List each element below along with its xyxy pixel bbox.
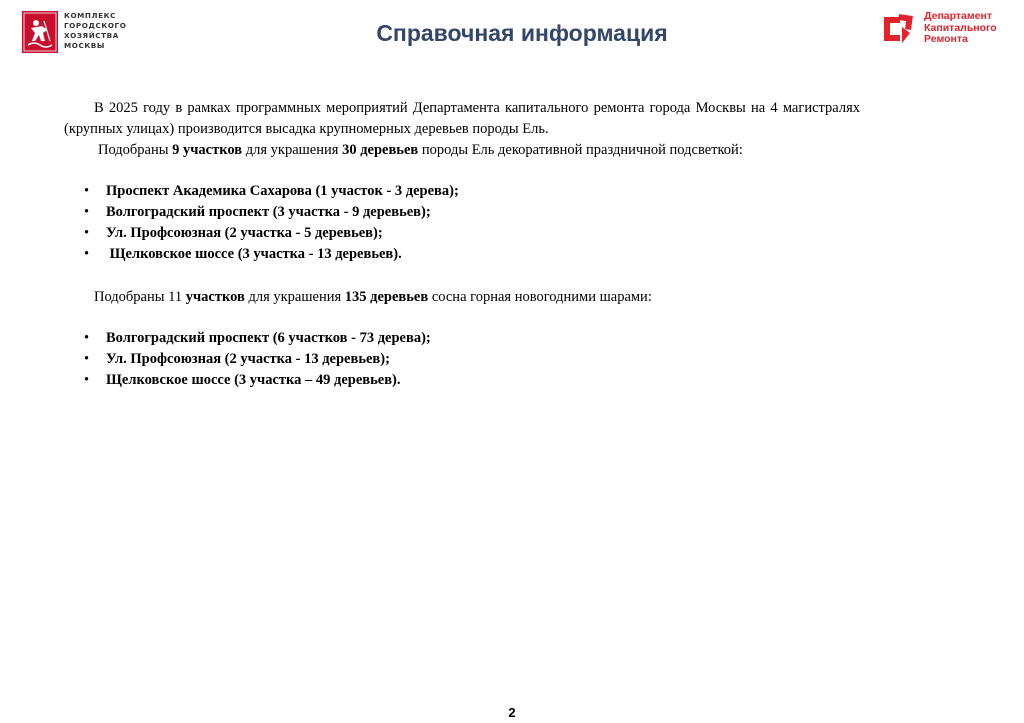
- bullet: •: [84, 246, 90, 262]
- list-item: [64, 202, 860, 223]
- para-text: Подобраны: [98, 142, 173, 158]
- list-item: [64, 370, 860, 391]
- bullet: •: [84, 372, 90, 388]
- bullet: •: [84, 204, 90, 220]
- page-title: Справочная информация: [376, 20, 668, 46]
- para-text: для украшения: [242, 142, 343, 158]
- list-item-text: Щелковское шоссе (3 участка – 49 деревьев).: [106, 372, 401, 388]
- department-logo-icon: [880, 11, 916, 47]
- spacer: [64, 265, 860, 287]
- list-item-text: Волгоградский проспект (6 участков - 73 дерева);: [106, 330, 431, 346]
- list-item-text: Ул. Профсоюзная (2 участка - 13 деревьев);: [106, 351, 390, 367]
- list-item-text: Волгоградский проспект (3 участка - 9 деревьев);: [106, 204, 431, 220]
- para-bold: 9 участков: [172, 142, 243, 158]
- department-logo-line: Ремонта: [924, 33, 968, 45]
- left-logo-line: КОМПЛЕКС: [64, 11, 116, 20]
- list-item: [64, 349, 860, 370]
- para-fir-trees: [64, 140, 860, 161]
- para-bold: участков: [185, 289, 245, 305]
- list-item: [64, 181, 860, 202]
- left-logo-line: ХОЗЯЙСТВА: [64, 31, 119, 40]
- list-item-text: Ул. Профсоюзная (2 участка - 5 деревьев);: [106, 225, 383, 241]
- list-item: [64, 328, 860, 349]
- bullet: •: [84, 183, 90, 199]
- pine-locations-list: [64, 328, 860, 391]
- spacer: [64, 161, 860, 181]
- department-logo-line: Департамент: [924, 10, 992, 22]
- list-item-text: Проспект Академика Сахарова (1 участок - 3 дерева);: [106, 183, 459, 199]
- fir-locations-list: [64, 181, 860, 265]
- list-item: [64, 223, 860, 244]
- bullet: •: [84, 330, 90, 346]
- list-item-text: Щелковское шоссе (3 участка - 13 деревьев).: [106, 246, 402, 262]
- para-bold: 135 деревьев: [344, 289, 429, 305]
- para-text: сосна горная новогодними шарами:: [428, 289, 652, 305]
- page-number: 2: [508, 705, 516, 720]
- bullet: •: [84, 225, 90, 241]
- para-pine-trees: [64, 287, 860, 308]
- para-text: Подобраны 11: [94, 289, 186, 305]
- department-logo-line: Капитального: [924, 21, 997, 34]
- bullet: •: [84, 351, 90, 367]
- para-bold: 30 деревьев: [342, 142, 419, 158]
- list-item: [64, 244, 860, 265]
- para-text: породы Ель декоративной праздничной подсветкой:: [418, 142, 743, 158]
- left-logo-line: ГОРОДСКОГО: [64, 21, 127, 30]
- left-logo-line: МОСКВЫ: [64, 41, 105, 50]
- department-logo-text: [924, 11, 997, 46]
- document-body: [64, 98, 860, 391]
- spacer: [64, 308, 860, 328]
- intro-paragraph: В 2025 году в рамках программных мероприятий Департамента капитального ремонта города Москвы на 4 магистралях (крупных улицах) производится высадка крупномерных деревьев породы Ель.: [64, 100, 860, 137]
- para-text: для украшения: [244, 289, 345, 305]
